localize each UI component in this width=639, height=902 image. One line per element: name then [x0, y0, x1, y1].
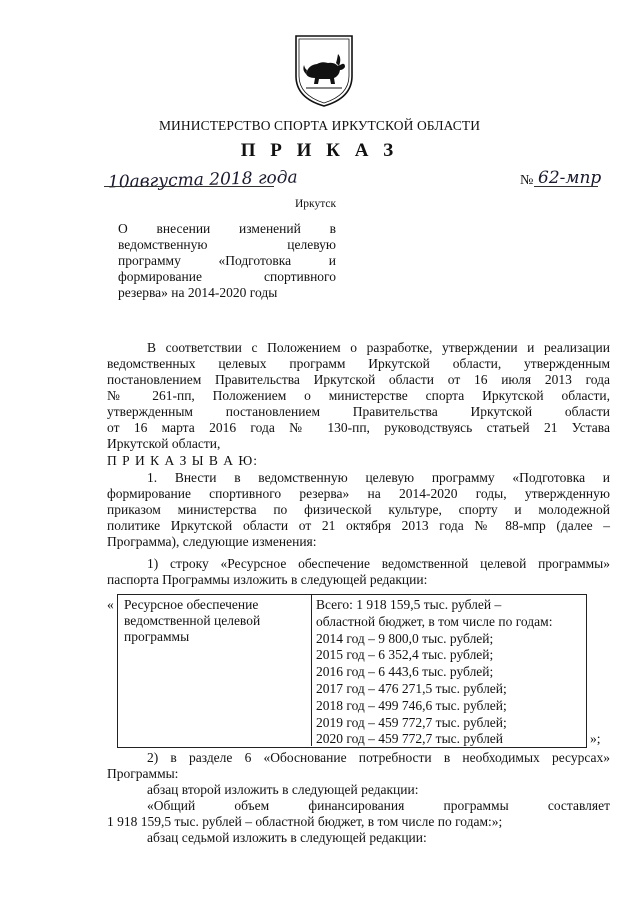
table-cell-line: 2020 год – 459 772,7 тыс. рублей: [316, 731, 504, 747]
text-line: ведомственных целевых программ Иркутской области, утвержденным: [107, 356, 610, 371]
item-1-paragraph: [107, 470, 610, 550]
text-line: утвержденным постановлением Правительства Иркутской области: [107, 404, 610, 419]
text-line: от 16 марта 2016 года № 130-пп, руководствуясь статьей 21 Устава: [107, 420, 610, 435]
handwritten-date: 10августа 2018 года: [107, 167, 298, 193]
table-cell-line: Всего: 1 918 159,5 тыс. рублей –: [316, 597, 502, 612]
text-line: № 261-пп, Положением о министерстве спорта Иркутской области,: [107, 388, 610, 403]
table-cell-line: 2014 год – 9 800,0 тыс. рублей;: [316, 630, 494, 646]
table-row-value: [316, 597, 584, 748]
text-line: паспорта Программы изложить в следующей редакции:: [107, 572, 428, 587]
table-cell-line: программы: [124, 629, 190, 644]
table-cell-line: 2015 год – 6 352,4 тыс. рублей;: [316, 647, 494, 663]
subject-heading: [118, 221, 336, 285]
ministry-name: МИНИСТЕРСТВО СПОРТА ИРКУТСКОЙ ОБЛАСТИ: [158, 118, 481, 133]
table-quote-open: «: [107, 597, 114, 612]
subject-line: резерва» на 2014-2020 годы: [118, 285, 278, 300]
text-line: приказом министерства по физической культуре, спорту и молодежной: [107, 502, 610, 517]
subitem-2: [107, 750, 610, 846]
text-line: постановлением Правительства Иркутской области от 16 июля 2013 года: [107, 372, 610, 387]
coat-of-arms-emblem: [292, 32, 356, 108]
table-quote-close: »;: [590, 731, 601, 746]
table-cell-line: 2017 год – 476 271,5 тыс. рублей;: [316, 680, 507, 696]
table-cell-line: ведомственной целевой: [124, 613, 261, 628]
date-underline: [104, 186, 274, 187]
text-line: «Общий объем финансирования программы составляет: [147, 798, 610, 813]
text-line: формирование спортивного резерва» на 2014-2020 годы, утвержденную: [107, 486, 610, 501]
text-line: Иркутской области,: [107, 436, 221, 451]
text-line: 1. Внести в ведомственную целевую программу «Подготовка и: [147, 470, 610, 485]
table-cell-line: Ресурсное обеспечение: [124, 597, 259, 612]
table-cell-line: 2016 год – 6 443,6 тыс. рублей;: [316, 664, 494, 680]
text-line: 1 918 159,5 тыс. рублей – областной бюджет, в том числе по годам:»;: [107, 814, 503, 829]
preamble-paragraph: [107, 340, 610, 452]
text-line: 2) в разделе 6 «Обоснование потребности в необходимых ресурсах»: [147, 750, 610, 765]
city-name: Иркутск: [295, 198, 337, 210]
order-number-label: №: [520, 173, 534, 188]
table-cell-line: 2018 год – 499 746,6 тыс. рублей;: [316, 697, 507, 713]
text-line: абзац седьмой изложить в следующей редакции:: [147, 830, 427, 845]
text-line: политике Иркутской области от 21 октября 2013 года № 88-мпр (далее –: [107, 518, 610, 533]
document-title: П Р И К А З: [240, 140, 399, 161]
table-row-label: [124, 597, 308, 645]
subject-line: программу «Подготовка и: [118, 253, 336, 268]
subject-line: О внесении изменений в: [118, 221, 336, 236]
order-word: П Р И К А З Ы В А Ю:: [107, 453, 259, 468]
handwritten-order-number: 62-мпр: [538, 168, 602, 188]
text-line: Программы:: [107, 766, 179, 781]
number-underline: [534, 186, 598, 187]
text-line: В соответствии с Положением о разработке, утверждении и реализации: [147, 340, 610, 355]
table-cell-line: 2019 год – 459 772,7 тыс. рублей;: [316, 714, 507, 730]
text-line: абзац второй изложить в следующей редакции:: [147, 782, 419, 797]
subitem-1: [107, 556, 610, 588]
subject-line: ведомственную целевую: [118, 237, 336, 252]
table-cell-line: областной бюджет, в том числе по годам:: [316, 613, 553, 629]
table-column-divider: [311, 594, 312, 746]
subject-line: формирование спортивного: [118, 269, 336, 284]
text-line: 1) строку «Ресурсное обеспечение ведомственной целевой программы»: [147, 556, 610, 571]
text-line: Программа), следующие изменения:: [107, 534, 317, 549]
